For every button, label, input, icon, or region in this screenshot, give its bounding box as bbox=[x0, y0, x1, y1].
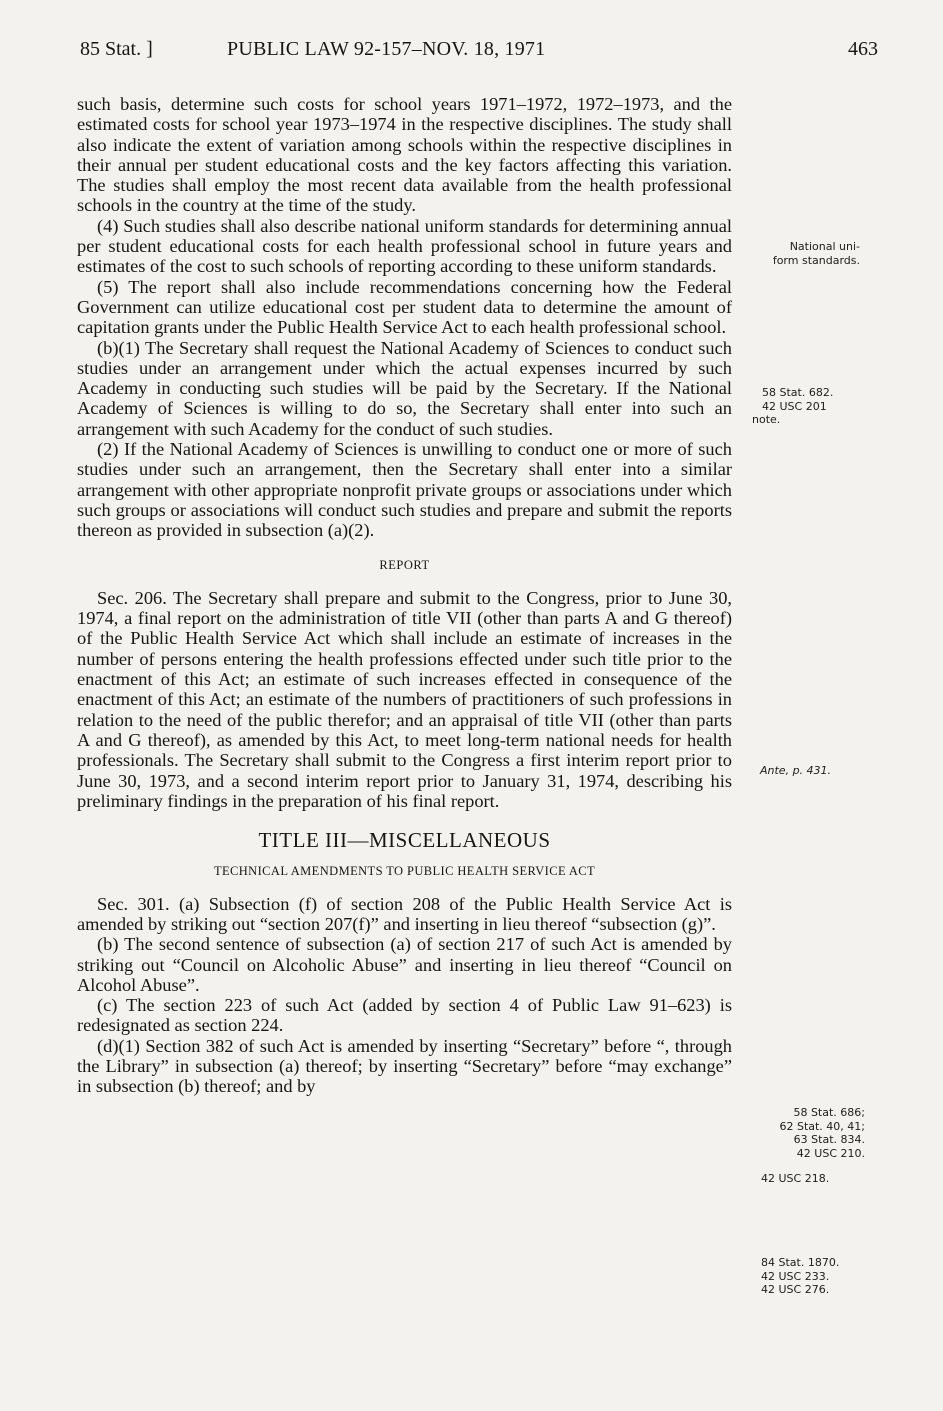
paragraph-sec-301c: (c) The section 223 of such Act (added by section 4 of Public Law 91–623) is redesignated as section 224. bbox=[77, 995, 732, 1036]
margin-note-58-stat-686 bbox=[745, 1106, 865, 1160]
paragraph-academy-request: (b)(1) The Secretary shall request the National Academy of Sciences to conduct such studies under an arrangement under which the actual expenses incurred by such Academy in conducting such studies will be paid by the Secretary. If the National Academy of Sciences is willing to do so, the Secretary shall enter into such an arrangement with such Academy for the conduct of such studies. bbox=[77, 337, 732, 439]
margin-note-line: 42 USC 276. bbox=[761, 1283, 830, 1296]
margin-note-line: 42 USC 210. bbox=[796, 1146, 865, 1160]
margin-note-line: 42 USC 201 bbox=[762, 399, 827, 413]
margin-note-line: 63 Stat. 834. bbox=[793, 1133, 865, 1146]
statute-volume: 85 Stat. ] bbox=[80, 38, 153, 60]
law-citation: PUBLIC LAW 92-157–NOV. 18, 1971 bbox=[227, 38, 546, 60]
paragraph-alternate-arrangement: (2) If the National Academy of Sciences is unwilling to conduct one or more of such studies under such an arrangement, then the Secretary shall enter into a similar arrangement with other appropriate nonprofit private groups or associations under which such groups or associations will conduct such studies and prepare and submit the reports thereon as provided in subsection (a)(2). bbox=[77, 439, 732, 541]
margin-note-line: 42 USC 233. bbox=[761, 1269, 830, 1283]
paragraph-costs-continuation: such basis, determine such costs for school years 1971–1972, 1972–1973, and the estimated costs for school year 1973–1974 in the respective disciplines. The study shall also indicate the extent of variation among schools within the respective disciplines in their annual per student educational costs and the key factors affecting this variation. The studies shall employ the most recent data available from the health professional schools in the country at the time of the study. bbox=[77, 94, 732, 216]
margin-note-line: Ante, p. 431. bbox=[760, 764, 832, 777]
subtitle-heading: TECHNICAL AMENDMENTS TO PUBLIC HEALTH SERVICE ACT bbox=[213, 864, 596, 879]
page-number: 463 bbox=[848, 38, 878, 60]
margin-note-ante bbox=[760, 764, 878, 778]
margin-note-national-standards bbox=[748, 240, 860, 267]
paragraph-uniform-standards: (4) Such studies shall also describe national uniform standards for determining annual per student educational costs for each health professional school in future years and estimates of the cost to such schools of reporting according to these uniform standards. bbox=[77, 215, 732, 277]
margin-note-line: form standards. bbox=[772, 253, 860, 267]
margin-note-58-stat-682 bbox=[752, 386, 870, 427]
margin-note-line: National uni- bbox=[789, 240, 860, 253]
margin-note-line: 58 Stat. 682. bbox=[762, 386, 834, 399]
main-text-column bbox=[77, 94, 732, 1097]
paragraph-sec-206: Sec. 206. The Secretary shall prepare and submit to the Congress, prior to June 30, 1974, a final report on the administration of title VII (other than parts A and G thereof) of the Public Health Service Act which shall include an estimate of increases in the number of persons entering the health professions effected under such title prior to the enactment of this Act; an estimate of such increases effected in consequence of the enactment of this Act; an estimate of the numbers of practitioners of such professions in relation to the need of the public therefor; and an appraisal of title VII (other than parts A and G thereof), as amended by this Act, to meet long-term national needs for health professionals. The Secretary shall submit to the Congress a first interim report prior to June 30, 1973, and a second interim report prior to January 31, 1974, describing his preliminary findings in the preparation of his final report. bbox=[77, 587, 732, 811]
margin-note-line: 58 Stat. 686; bbox=[793, 1106, 865, 1119]
section-heading-report: REPORT bbox=[379, 557, 430, 572]
paragraph-sec-301d: (d)(1) Section 382 of such Act is amended by inserting “Secretary” before “, through the Library” in subsection (a) thereof; by inserting “Secretary” before “may exchange” in subsection (b) thereof; and by bbox=[77, 1035, 732, 1097]
margin-note-line: 42 USC 218. bbox=[761, 1172, 830, 1185]
title-heading: TITLE III—MISCELLANEOUS bbox=[258, 828, 551, 853]
running-head bbox=[80, 38, 878, 68]
paragraph-sec-301a: Sec. 301. (a) Subsection (f) of section 208 of the Public Health Service Act is amended by striking out “section 207(f)” and inserting in lieu thereof “subsection (g)”. bbox=[77, 893, 732, 934]
margin-note-line: 62 Stat. 40, 41; bbox=[779, 1119, 865, 1133]
margin-note-line: 84 Stat. 1870. bbox=[761, 1256, 840, 1269]
paragraph-recommendations: (5) The report shall also include recommendations concerning how the Federal Government can utilize educational cost per student data to determine the amount of capitation grants under the Public Health Service Act to each health professional school. bbox=[77, 276, 732, 338]
paragraph-sec-301b: (b) The second sentence of subsection (a) of section 217 of such Act is amended by striking out “Council on Alcoholic Abuse” and inserting in lieu thereof “Council on Alcohol Abuse”. bbox=[77, 934, 732, 995]
margin-note-42-usc-218 bbox=[761, 1172, 879, 1186]
margin-note-line: note. bbox=[752, 413, 781, 426]
margin-note-84-stat-1870 bbox=[761, 1256, 879, 1297]
